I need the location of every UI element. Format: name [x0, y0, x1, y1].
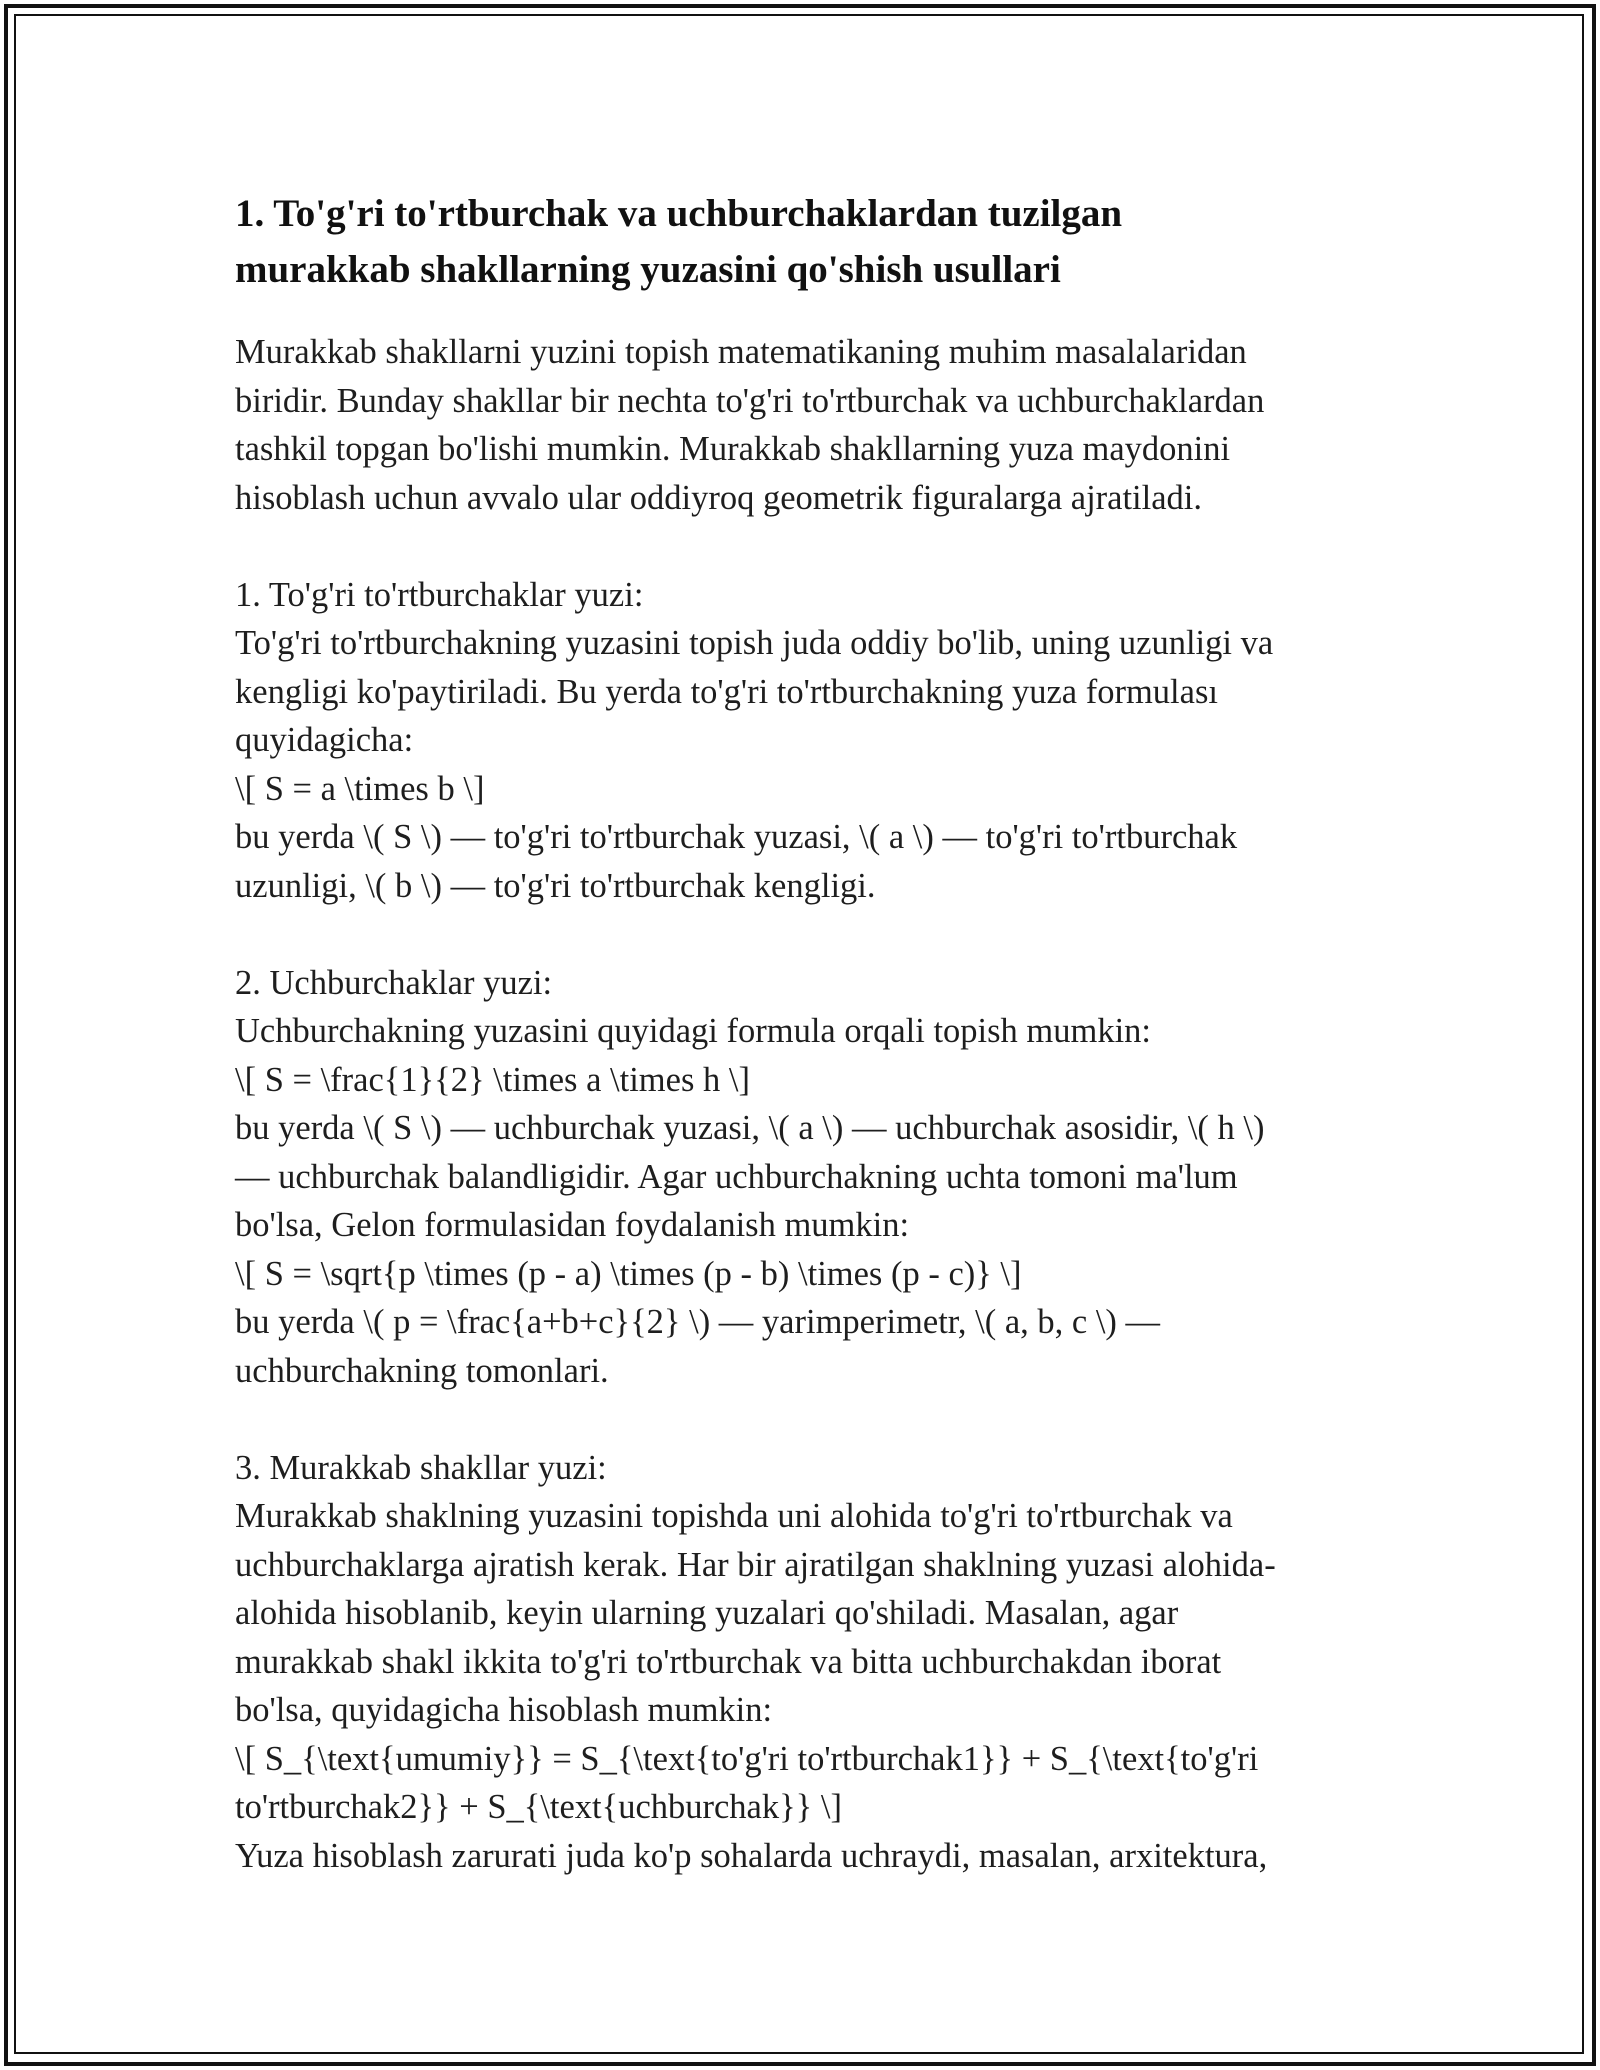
formula-line: \[ S = \sqrt{p \times (p - a) \times (p - b) \times (p - c)} \] [235, 1254, 1022, 1293]
formula-line: to'rtburchak2}} + S_{\text{uchburchak}} \] [235, 1788, 842, 1826]
text-line: To'g'ri to'rtburchakning yuzasini topish juda oddiy bo'lib, uning uzunligi va [235, 624, 1274, 662]
section-heading: 3. Murakkab shakllar yuzi: [235, 1448, 607, 1487]
text-line: hisoblash uchun avvalo ular oddiyroq geometrik figuralarga ajratiladi. [235, 478, 1202, 517]
text-line: alohida hisoblanib, keyin ularning yuzalari qo'shiladi. Masalan, agar [235, 1594, 1179, 1632]
paragraph-gap [235, 1395, 1365, 1444]
text-line: bo'lsa, quyidagicha hisoblash mumkin: [235, 1691, 773, 1729]
section-triangle-area [235, 959, 1365, 1396]
document-body [235, 328, 1365, 1880]
text-line: quyidagicha: [235, 721, 414, 759]
text-line: uchburchakning tomonlari. [235, 1351, 609, 1390]
text-line: Murakkab shakllarni yuzini topish matematikaning muhim masalalaridan [235, 333, 1247, 371]
section-heading: 2. Uchburchaklar yuzi: [235, 963, 553, 1002]
text-line: bu yerda \( S \) — to'g'ri to'rtburchak yuzasi, \( a \) — to'g'ri to'rtburchak [235, 818, 1238, 856]
text-line: uzunligi, \( b \) — to'g'ri to'rtburchak kengligi. [235, 866, 876, 905]
text-line: kengligi ko'paytiriladi. Bu yerda to'g'ri to'rtburchakning yuza formulası [235, 672, 1218, 711]
text-line: bu yerda \( S \) — uchburchak yuzasi, \( a \) — uchburchak asosidir, \( h \) [235, 1109, 1265, 1147]
document-page [235, 186, 1365, 1880]
section-rectangle-area [235, 571, 1365, 911]
text-line: bu yerda \( p = \frac{a+b+c}{2} \) — yarimperimetr, \( a, b, c \) — [235, 1303, 1161, 1341]
text-line: uchburchaklarga ajratish kerak. Har bir ajratilgan shaklning yuzasi alohida- [235, 1545, 1276, 1584]
text-line: murakkab shakl ikkita to'g'ri to'rtburchak va bitta uchburchakdan iborat [235, 1642, 1222, 1681]
paragraph-gap [235, 910, 1365, 959]
intro-paragraph [235, 328, 1365, 522]
formula-line: \[ S_{\text{umumiy}} = S_{\text{to'g'ri to'rtburchak1}} + S_{\text{to'g'ri [235, 1739, 1259, 1778]
document-title [235, 186, 1365, 298]
text-line: biridir. Bunday shakllar bir nechta to'g'ri to'rtburchak va uchburchaklardan [235, 381, 1265, 420]
formula-line: \[ S = a \times b \] [235, 769, 485, 808]
text-line: Uchburchakning yuzasini quyidagi formula orqali topish mumkin: [235, 1012, 1152, 1050]
text-line: Murakkab shaklning yuzasini topishda uni alohida to'g'ri to'rtburchak va [235, 1497, 1233, 1535]
paragraph-gap [235, 522, 1365, 571]
section-heading: 1. To'g'ri to'rtburchaklar yuzi: [235, 575, 644, 614]
title-line: murakkab shakllarning yuzasini qo'shish usullari [235, 248, 1061, 291]
formula-line: \[ S = \frac{1}{2} \times a \times h \] [235, 1060, 750, 1099]
section-composite-area [235, 1444, 1365, 1881]
title-line: 1. To'g'ri to'rtburchak va uchburchaklardan tuzilgan [235, 192, 1123, 235]
text-line: — uchburchak balandligidir. Agar uchburchakning uchta tomoni ma'lum [235, 1157, 1238, 1196]
text-line: tashkil topgan bo'lishi mumkin. Murakkab shakllarning yuza maydonini [235, 430, 1231, 468]
text-line: bo'lsa, Gelon formulasidan foydalanish mumkin: [235, 1206, 910, 1244]
text-line: Yuza hisoblash zarurati juda ko'p sohalarda uchraydi, masalan, arxitektura, [235, 1836, 1268, 1875]
